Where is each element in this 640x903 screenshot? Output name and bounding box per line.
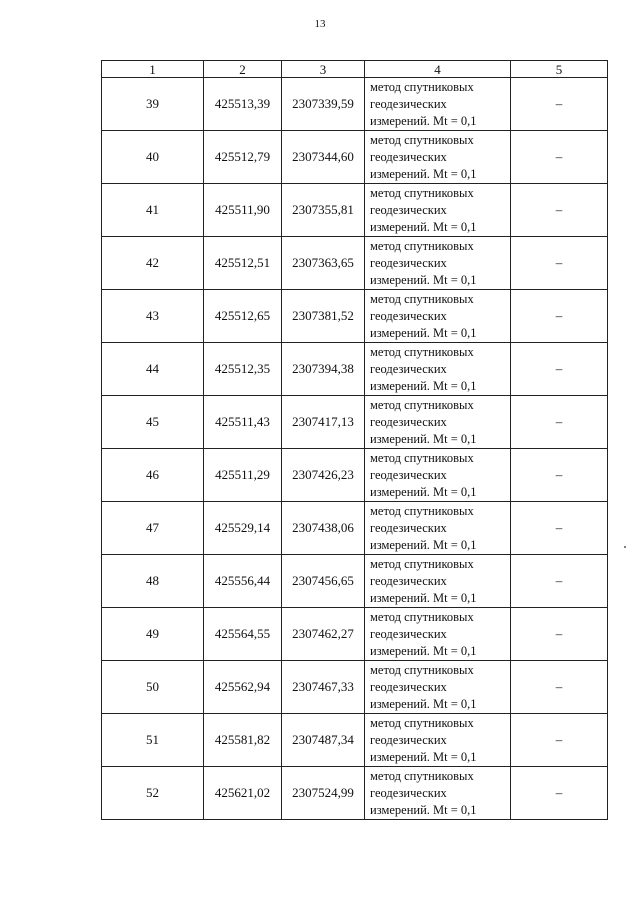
method-line: геодезических (370, 573, 447, 588)
point-number-cell: 40 (102, 131, 204, 184)
y-coordinate-cell: 2307394,38 (282, 343, 365, 396)
method-line: измерений. Mt = 0,1 (370, 431, 477, 446)
column-header-2: 2 (204, 61, 282, 78)
method-line: метод спутниковых (370, 609, 474, 624)
table-row (102, 78, 608, 131)
y-coordinate-cell: 2307363,65 (282, 237, 365, 290)
x-coordinate-cell: 425511,29 (204, 449, 282, 502)
x-coordinate-cell: 425556,44 (204, 555, 282, 608)
y-coordinate-cell: 2307462,27 (282, 608, 365, 661)
method-line: геодезических (370, 96, 447, 111)
y-coordinate-cell: 2307417,13 (282, 396, 365, 449)
note-cell: – (511, 608, 608, 661)
x-coordinate-cell: 425512,35 (204, 343, 282, 396)
method-line: метод спутниковых (370, 662, 474, 677)
x-coordinate-cell: 425562,94 (204, 661, 282, 714)
x-coordinate-cell: 425513,39 (204, 78, 282, 131)
method-cell (365, 714, 511, 767)
method-cell (365, 608, 511, 661)
y-coordinate-cell: 2307426,23 (282, 449, 365, 502)
method-line: геодезических (370, 361, 447, 376)
method-line: измерений. Mt = 0,1 (370, 272, 477, 287)
method-line: измерений. Mt = 0,1 (370, 643, 477, 658)
column-header-4: 4 (365, 61, 511, 78)
y-coordinate-cell: 2307456,65 (282, 555, 365, 608)
x-coordinate-cell: 425564,55 (204, 608, 282, 661)
method-line: измерений. Mt = 0,1 (370, 802, 477, 817)
method-cell (365, 555, 511, 608)
method-cell (365, 237, 511, 290)
method-cell (365, 131, 511, 184)
point-number-cell: 50 (102, 661, 204, 714)
method-cell (365, 396, 511, 449)
method-line: измерений. Mt = 0,1 (370, 325, 477, 340)
method-line: измерений. Mt = 0,1 (370, 590, 477, 605)
x-coordinate-cell: 425511,90 (204, 184, 282, 237)
table-row (102, 343, 608, 396)
note-cell: – (511, 449, 608, 502)
x-coordinate-cell: 425512,79 (204, 131, 282, 184)
method-line: метод спутниковых (370, 397, 474, 412)
method-line: метод спутниковых (370, 238, 474, 253)
method-line: измерений. Mt = 0,1 (370, 537, 477, 552)
method-cell (365, 767, 511, 820)
column-header-3: 3 (282, 61, 365, 78)
y-coordinate-cell: 2307344,60 (282, 131, 365, 184)
note-cell: – (511, 661, 608, 714)
method-line: геодезических (370, 202, 447, 217)
point-number-cell: 52 (102, 767, 204, 820)
note-cell: – (511, 184, 608, 237)
y-coordinate-cell: 2307524,99 (282, 767, 365, 820)
table-header-row (102, 61, 608, 78)
method-line: геодезических (370, 520, 447, 535)
method-cell (365, 290, 511, 343)
method-line: метод спутниковых (370, 556, 474, 571)
method-line: измерений. Mt = 0,1 (370, 378, 477, 393)
table-row (102, 714, 608, 767)
method-line: геодезических (370, 149, 447, 164)
table-row (102, 396, 608, 449)
method-line: измерений. Mt = 0,1 (370, 696, 477, 711)
method-line: измерений. Mt = 0,1 (370, 484, 477, 499)
method-line: геодезических (370, 414, 447, 429)
point-number-cell: 49 (102, 608, 204, 661)
note-cell: – (511, 237, 608, 290)
method-cell (365, 502, 511, 555)
note-cell: – (511, 767, 608, 820)
method-line: геодезических (370, 467, 447, 482)
method-line: геодезических (370, 626, 447, 641)
scan-speck (624, 546, 626, 548)
method-line: метод спутниковых (370, 503, 474, 518)
method-line: метод спутниковых (370, 79, 474, 94)
table-row (102, 555, 608, 608)
table-row (102, 661, 608, 714)
method-cell (365, 78, 511, 131)
method-line: геодезических (370, 679, 447, 694)
note-cell: – (511, 396, 608, 449)
point-number-cell: 45 (102, 396, 204, 449)
table-row (102, 608, 608, 661)
x-coordinate-cell: 425511,43 (204, 396, 282, 449)
x-coordinate-cell: 425512,51 (204, 237, 282, 290)
y-coordinate-cell: 2307467,33 (282, 661, 365, 714)
method-line: метод спутниковых (370, 291, 474, 306)
table-row (102, 449, 608, 502)
method-line: метод спутниковых (370, 715, 474, 730)
table-row (102, 237, 608, 290)
point-number-cell: 44 (102, 343, 204, 396)
point-number-cell: 48 (102, 555, 204, 608)
table-row (102, 131, 608, 184)
note-cell: – (511, 714, 608, 767)
method-line: измерений. Mt = 0,1 (370, 113, 477, 128)
method-cell (365, 661, 511, 714)
point-number-cell: 39 (102, 78, 204, 131)
method-cell (365, 184, 511, 237)
x-coordinate-cell: 425581,82 (204, 714, 282, 767)
note-cell: – (511, 555, 608, 608)
coordinates-table (101, 60, 608, 820)
method-line: метод спутниковых (370, 185, 474, 200)
method-line: геодезических (370, 785, 447, 800)
table-row (102, 290, 608, 343)
note-cell: – (511, 290, 608, 343)
method-line: метод спутниковых (370, 132, 474, 147)
method-line: измерений. Mt = 0,1 (370, 749, 477, 764)
page-number: 13 (314, 18, 326, 30)
point-number-cell: 47 (102, 502, 204, 555)
method-line: метод спутниковых (370, 768, 474, 783)
note-cell: – (511, 343, 608, 396)
point-number-cell: 51 (102, 714, 204, 767)
column-header-5: 5 (511, 61, 608, 78)
table-body (102, 61, 608, 820)
table-row (102, 767, 608, 820)
point-number-cell: 43 (102, 290, 204, 343)
method-line: геодезических (370, 732, 447, 747)
x-coordinate-cell: 425529,14 (204, 502, 282, 555)
note-cell: – (511, 131, 608, 184)
method-line: геодезических (370, 255, 447, 270)
table-row (102, 184, 608, 237)
point-number-cell: 42 (102, 237, 204, 290)
y-coordinate-cell: 2307355,81 (282, 184, 365, 237)
column-header-1: 1 (102, 61, 204, 78)
point-number-cell: 41 (102, 184, 204, 237)
method-line: метод спутниковых (370, 450, 474, 465)
y-coordinate-cell: 2307487,34 (282, 714, 365, 767)
method-line: геодезических (370, 308, 447, 323)
x-coordinate-cell: 425621,02 (204, 767, 282, 820)
method-line: измерений. Mt = 0,1 (370, 219, 477, 234)
method-cell (365, 343, 511, 396)
y-coordinate-cell: 2307339,59 (282, 78, 365, 131)
y-coordinate-cell: 2307381,52 (282, 290, 365, 343)
x-coordinate-cell: 425512,65 (204, 290, 282, 343)
y-coordinate-cell: 2307438,06 (282, 502, 365, 555)
table-row (102, 502, 608, 555)
note-cell: – (511, 78, 608, 131)
method-line: метод спутниковых (370, 344, 474, 359)
method-cell (365, 449, 511, 502)
method-line: измерений. Mt = 0,1 (370, 166, 477, 181)
note-cell: – (511, 502, 608, 555)
point-number-cell: 46 (102, 449, 204, 502)
